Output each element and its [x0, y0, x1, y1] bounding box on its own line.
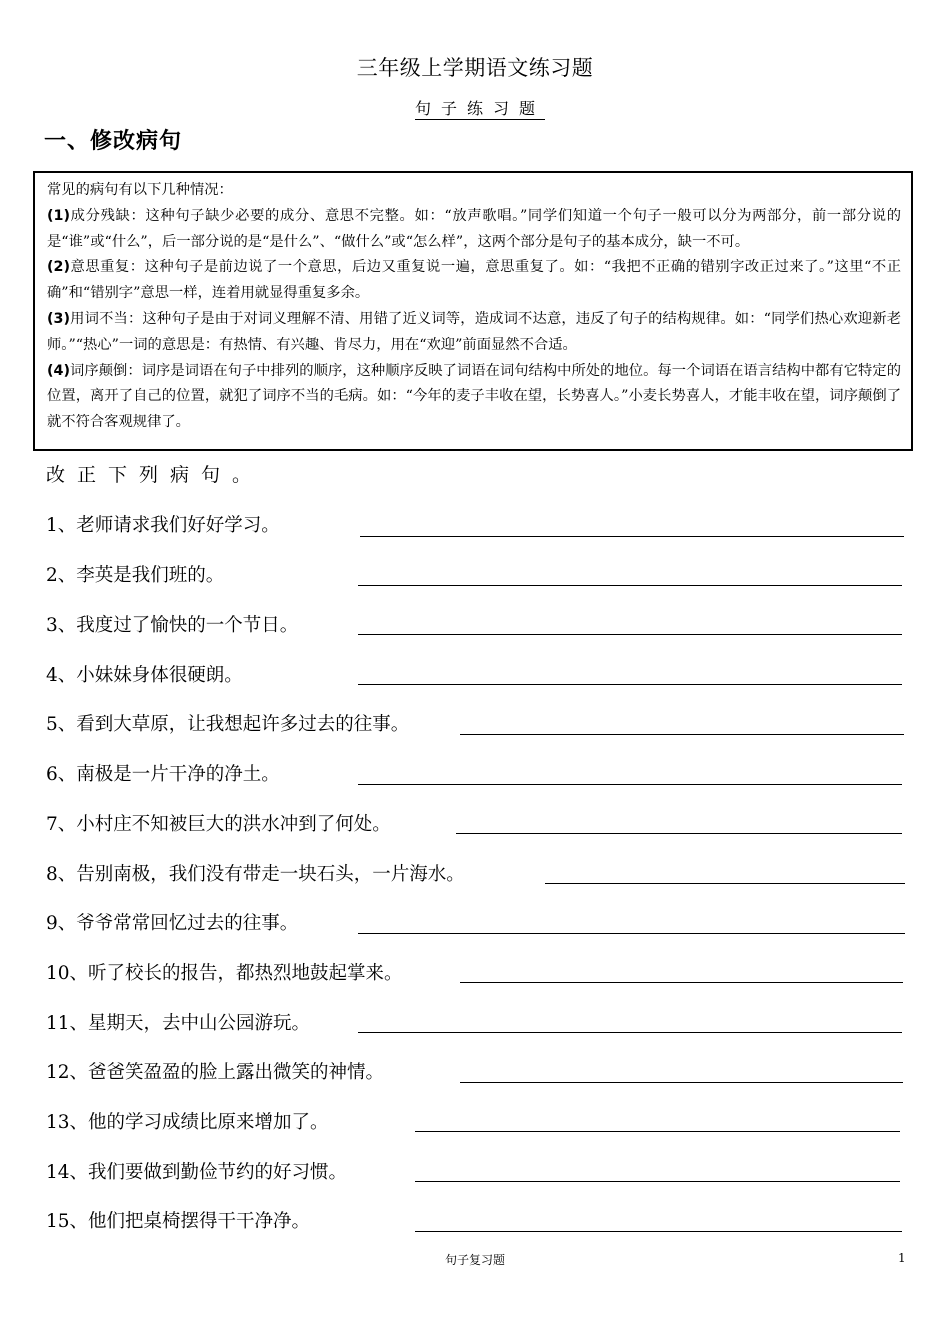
answer-line-4[interactable] [358, 684, 902, 685]
question-13: 13、他的学习成绩比原来增加了。 [46, 1112, 329, 1133]
answer-line-12[interactable] [460, 1082, 903, 1083]
section-heading: 一、修改病句 [44, 129, 183, 154]
answer-line-15[interactable] [415, 1231, 902, 1232]
answer-line-2[interactable] [358, 585, 902, 586]
answer-line-14[interactable] [415, 1181, 900, 1182]
question-10: 10、听了校长的报告，都热烈地鼓起掌来。 [46, 963, 403, 984]
question-7: 7、小村庄不知被巨大的洪水冲到了何处。 [46, 814, 391, 835]
answer-line-11[interactable] [358, 1032, 902, 1033]
answer-line-10[interactable] [460, 982, 903, 983]
answer-line-7[interactable] [456, 833, 902, 834]
question-4: 4、小妹妹身体很硬朗。 [46, 665, 243, 686]
question-14: 14、我们要做到勤俭节约的好习惯。 [46, 1162, 348, 1183]
info-item-number: (4) [47, 362, 71, 379]
question-12: 12、爸爸笑盈盈的脸上露出微笑的神情。 [46, 1062, 385, 1083]
question-2: 2、李英是我们班的。 [46, 565, 225, 586]
question-8: 8、告别南极，我们没有带走一块石头，一片海水。 [46, 864, 465, 885]
info-item-number: (1) [47, 207, 71, 224]
answer-line-5[interactable] [460, 734, 904, 735]
info-item-text: 词序颠倒：词序是词语在句子中排列的顺序，这种顺序反映了词语在词句结构中所处的地位。每一个词语在语言结构中都有它特定的位置，离开了自己的位置，就犯了词序不当的毛病。如：“今年的麦子丰收在望，长势喜人。”小麦长势喜人，才能丰收在望，词序颠倒了就不符合客观规律了。 [47, 362, 901, 431]
answer-line-6[interactable] [358, 784, 902, 785]
info-item-text: 意思重复：这种句子是前边说了一个意思，后边又重复说一遍，意思重复了。如：“我把不正确的错别字改正过来了。”这里“不正确”和“错别字”意思一样，连着用就显得重复多余。 [47, 259, 901, 302]
subtitle-text: 句子练习题 [414, 99, 545, 118]
answer-line-8[interactable] [545, 883, 905, 884]
info-intro: 常见的病句有以下几种情况： [47, 182, 233, 198]
question-3: 3、我度过了愉快的一个节日。 [46, 615, 299, 636]
page-number: 1 [898, 1251, 906, 1265]
page-title: 三年级上学期语文练习题 [356, 56, 594, 80]
info-item-number: (3) [47, 310, 71, 327]
info-item-text: 成分残缺：这种句子缺少必要的成分、意思不完整。如：“放声歌唱。”同学们知道一个句子一般可以分为两部分，前一部分说的是“谁”或“什么”，后一部分说的是“是什么”、“做什么”或“怎么样”，这两个部分是句子的基本成分，缺一不可。 [47, 207, 901, 250]
question-6: 6、南极是一片干净的净土。 [46, 764, 280, 785]
answer-line-13[interactable] [415, 1131, 900, 1132]
question-15: 15、他们把桌椅摆得干干净净。 [46, 1211, 311, 1232]
answer-line-1[interactable] [360, 536, 904, 537]
info-item-number: (2) [47, 259, 71, 276]
question-1: 1、老师请求我们好好学习。 [46, 515, 280, 536]
question-9: 9、爷爷常常回忆过去的往事。 [46, 913, 299, 934]
footer-text: 句子复习题 [444, 1253, 505, 1267]
answer-line-9[interactable] [358, 933, 905, 934]
question-11: 11、星期天，去中山公园游玩。 [46, 1013, 311, 1034]
answer-line-3[interactable] [358, 634, 902, 635]
info-item-text: 用词不当：这种句子是由于对词义理解不清、用错了近义词等，造成词不达意，违反了句子的结构规律。如：“同学们热心欢迎新老师。”“热心”一词的意思是：有热情、有兴趣、肯尽力，用在“欢迎”前面显然不合适。 [47, 310, 901, 353]
question-5: 5、看到大草原，让我想起许多过去的往事。 [46, 714, 410, 735]
exercise-instruction: 改正下列病句。 [46, 464, 264, 486]
